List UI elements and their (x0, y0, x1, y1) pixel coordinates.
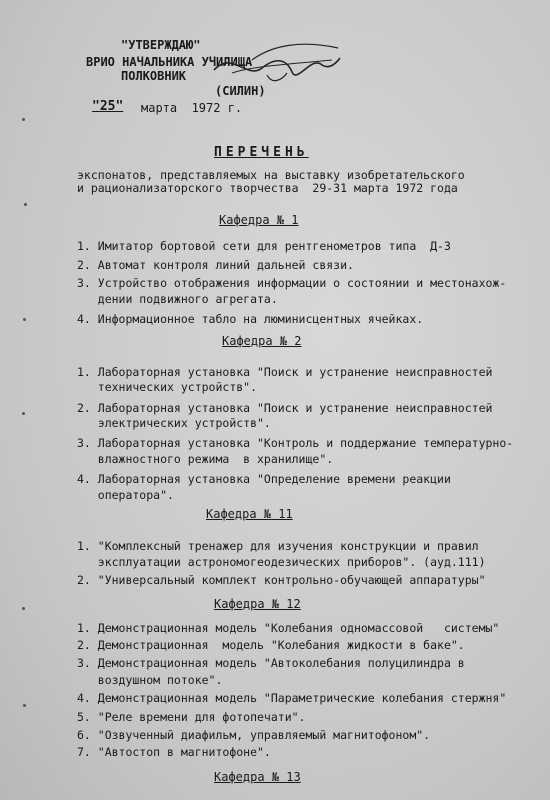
scan-speck (24, 203, 27, 206)
approval-date-day: "25" (92, 99, 124, 114)
list-item: 6. "Озвученный диафильм, управляемый магнитофоном". (77, 728, 431, 742)
list-item-continuation: воздушном потоке". (77, 673, 223, 687)
approval-rank: ПОЛКОВНИК (121, 69, 187, 83)
list-item-continuation: технических устройств". (77, 380, 258, 394)
list-item: 5. "Реле времени для фотопечати". (77, 710, 306, 724)
document-subtitle-line-2: и рационализаторского творчества 29-31 марта 1972 года (77, 181, 458, 195)
list-item: 3. Демонстрационная модель "Автоколебания полуцилиндра в (77, 656, 465, 670)
list-item: 4. Лабораторная установка "Определение времени реакции (77, 472, 451, 486)
scan-speck (23, 704, 26, 707)
section-heading: Кафедра № 2 (222, 334, 302, 348)
document-subtitle-line-1: экспонатов, представляемых на выставку изобретательского (77, 168, 465, 182)
list-item: 4. Информационное табло на люминисцентных ячейках. (77, 312, 424, 326)
list-item: 4. Демонстрационная модель "Параметрические колебания стержня" (77, 691, 507, 705)
list-item: 1. Лабораторная установка "Поиск и устранение неисправностей (77, 365, 493, 379)
scan-speck (22, 607, 25, 610)
list-item: 1. Имитатор бортовой сети для рентгенометров типа Д-3 (77, 239, 451, 253)
list-item: 7. "Автостоп в магнитофоне". (77, 745, 271, 759)
section-heading: Кафедра № 1 (219, 213, 299, 227)
list-item-continuation: влажностного режима в хранилище". (77, 452, 334, 466)
list-item: 2. "Универсальный комплект контрольно-обучающей аппаратуры" (77, 573, 486, 587)
list-item: 2. Лабораторная установка "Поиск и устранение неисправностей (77, 401, 493, 415)
section-heading: Кафедра № 13 (214, 770, 301, 784)
approval-header: "УТВЕРЖДАЮ" (121, 38, 201, 52)
approval-position: ВРИО НАЧАЛЬНИКА УЧИЛИЩА (86, 55, 253, 69)
list-item-continuation: оператора". (77, 488, 174, 502)
approver-name: (СИЛИН) (215, 84, 266, 98)
scan-speck (23, 318, 26, 321)
section-heading: Кафедра № 11 (206, 507, 293, 521)
list-item: 2. Автомат контроля линий дальней связи. (77, 258, 354, 272)
document-title: ПЕРЕЧЕНЬ (214, 145, 309, 160)
list-item-continuation: электрических устройств". (77, 416, 271, 430)
scan-speck (22, 412, 25, 415)
list-item: 1. Демонстрационная модель "Колебания одномассовой системы" (77, 621, 500, 635)
approval-date: марта 1972 г. (141, 101, 243, 115)
list-item: 2. Демонстрационная модель "Колебания жидкости в баке". (77, 638, 465, 652)
list-item-continuation: эксплуатации астрономогеодезических приборов". (ауд.111) (77, 555, 486, 569)
list-item: 3. Лабораторная установка "Контроль и поддержание температурно- (77, 436, 514, 450)
scan-speck (22, 118, 25, 121)
section-heading: Кафедра № 12 (214, 597, 301, 611)
list-item: 3. Устройство отображения информации о состоянии и местонахож- (77, 276, 507, 290)
list-item: 1. "Комплексный тренажер для изучения конструкции и правил (77, 539, 479, 553)
list-item-continuation: дении подвижного агрегата. (77, 292, 278, 306)
